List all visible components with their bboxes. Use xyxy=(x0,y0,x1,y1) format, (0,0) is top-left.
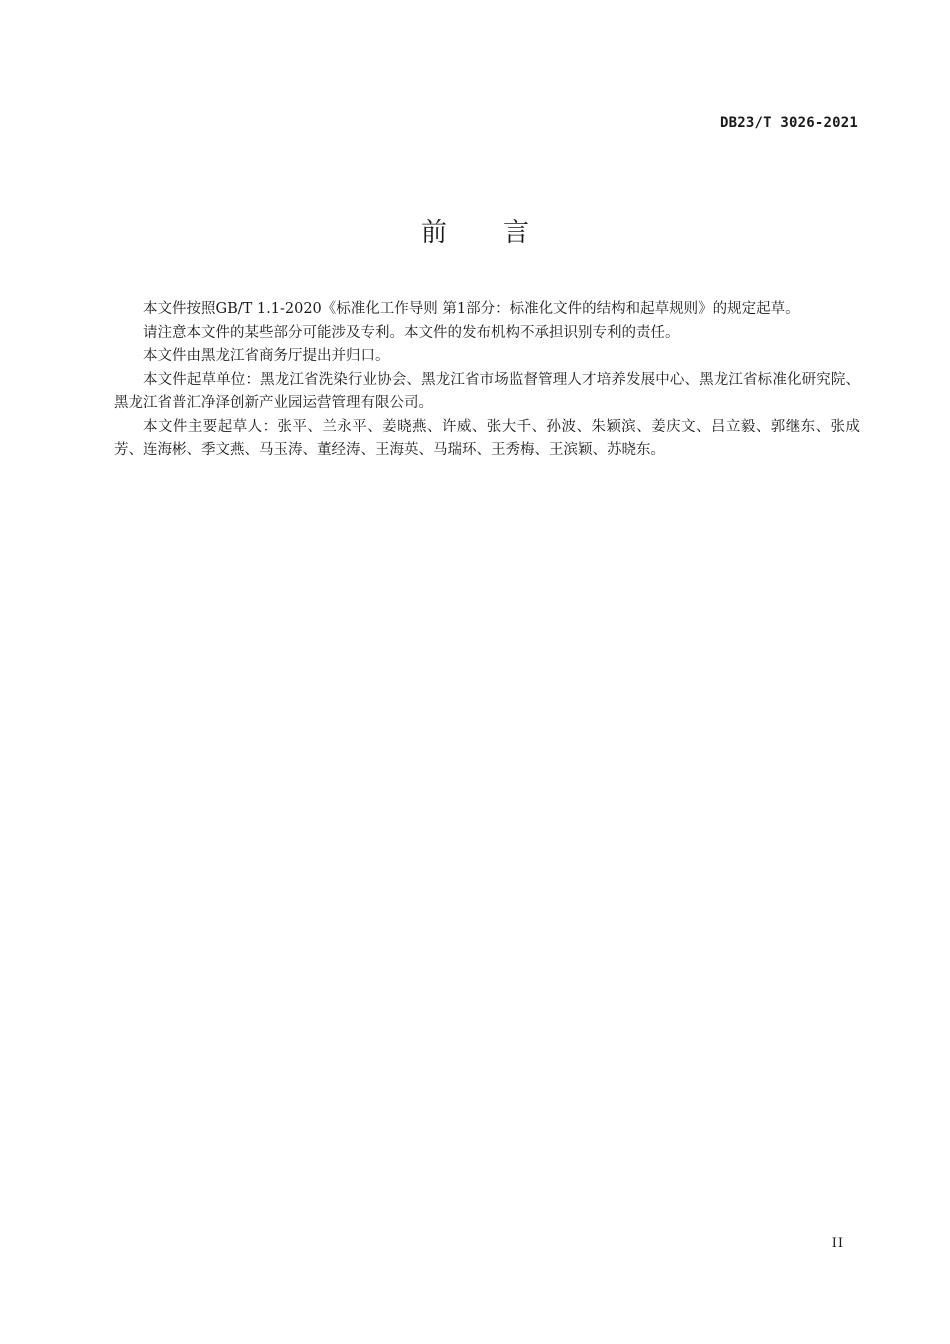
paragraph-drafting-units: 本文件起草单位：黑龙江省洗染行业协会、黑龙江省市场监督管理人才培养发展中心、黑龙江省标准化研究院、黑龙江省普汇净泽创新产业园运营管理有限公司。 xyxy=(114,371,860,411)
title-char-1: 前 xyxy=(420,218,447,248)
paragraph-drafters: 本文件主要起草人：张平、兰永平、姜晓燕、许威、张大千、孙波、朱颖滨、姜庆文、吕立毅、郭继东、张成芳、连海彬、季文燕、马玉涛、董经涛、王海英、马瑞环、王秀梅、王滨颖、苏晓东。 xyxy=(114,418,860,458)
paragraph-patent-notice: 请注意本文件的某些部分可能涉及专利。本文件的发布机构不承担识别专利的责任。 xyxy=(143,324,680,341)
title-char-2: 言 xyxy=(503,218,530,248)
foreword-body xyxy=(114,298,860,463)
paragraph-proposer: 本文件由黑龙江省商务厅提出并归口。 xyxy=(143,348,390,364)
page-number: II xyxy=(831,1236,844,1251)
page-title xyxy=(0,212,950,249)
paragraph-drafting-rules: 本文件按照GB/T 1.1-2020《标准化工作导则 第1部分：标准化文件的结构和起草规则》的规定起草。 xyxy=(143,301,800,317)
document-code: DB23/T 3026-2021 xyxy=(719,115,858,131)
